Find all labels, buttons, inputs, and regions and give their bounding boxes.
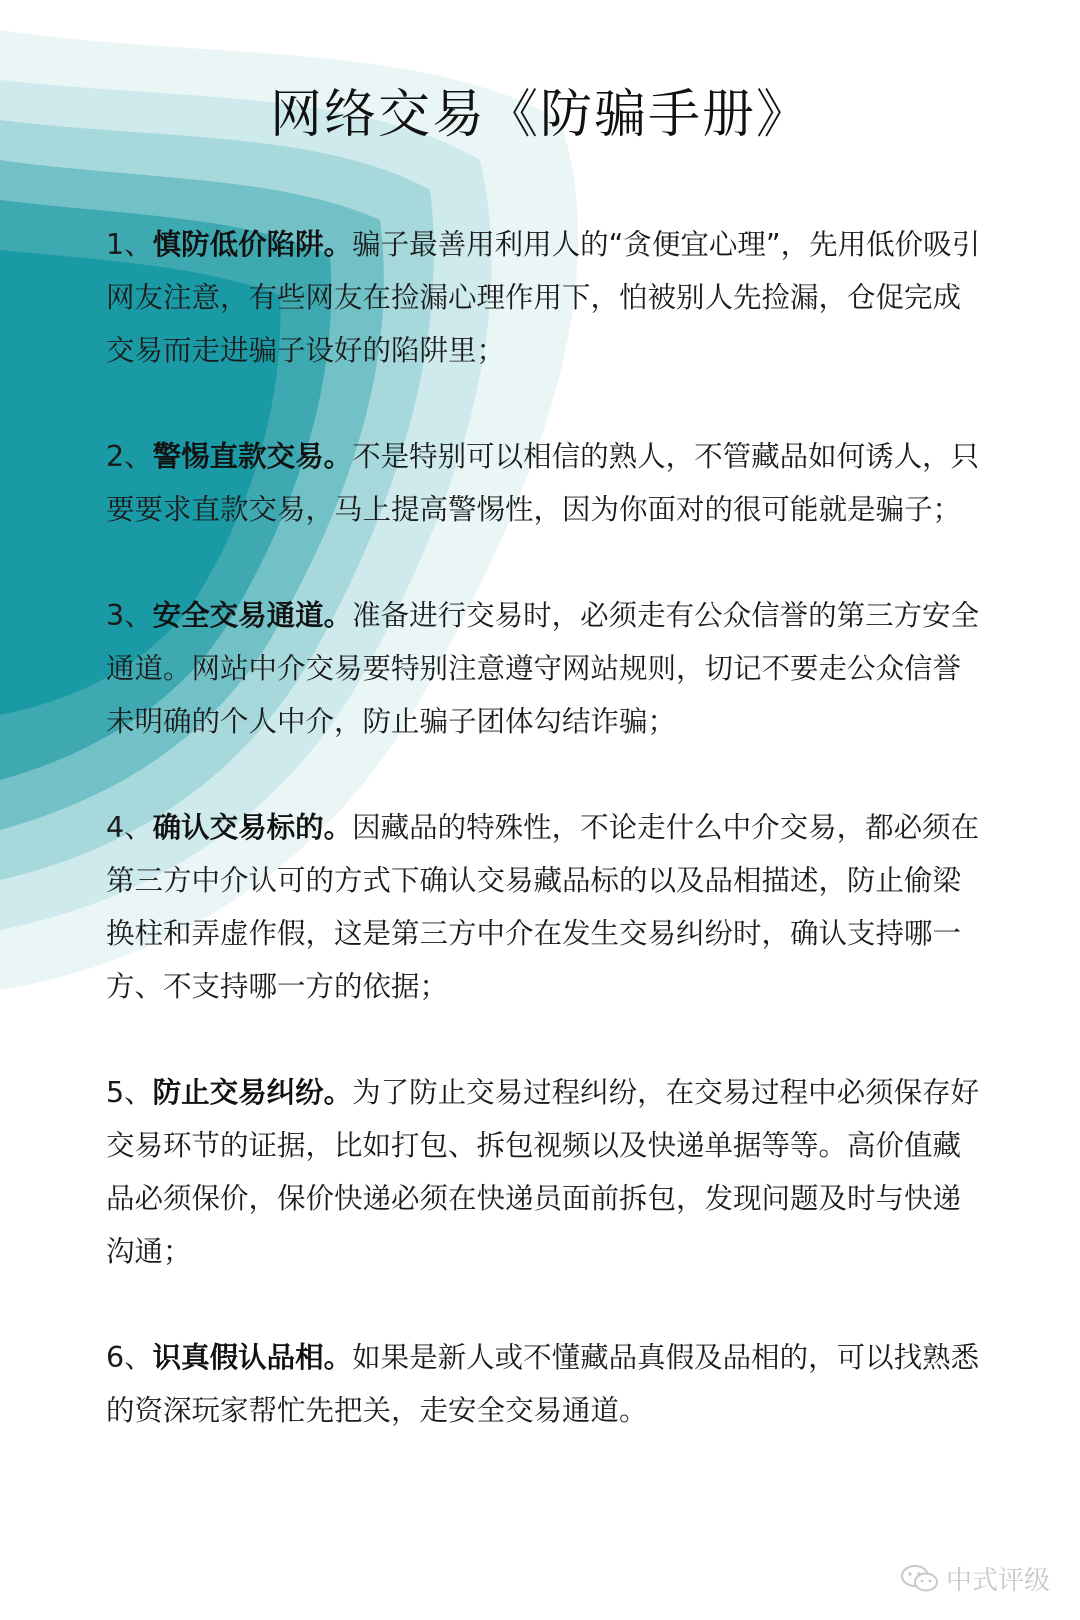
tip-heading: 慎防低价陷阱。	[152, 228, 353, 261]
tip-item	[106, 589, 986, 748]
tip-item	[106, 1331, 986, 1437]
tip-item	[106, 801, 986, 1013]
tip-item	[106, 1066, 986, 1278]
tip-number: 2、	[106, 440, 153, 473]
tip-body: 因藏品的特殊性，不论走什么中介交易，都必须在第三方中介认可的方式下确认交易藏品标的以及品相描述，防止偷梁换柱和弄虚作假，这是第三方中介在发生交易纠纷时，确认支持哪一方、不支持哪一方的依据；	[106, 811, 980, 1003]
tips-list	[106, 218, 986, 1437]
tip-body: 骗子最善用利用人的“贪便宜心理”，先用低价吸引网友注意，有些网友在捡漏心理作用下，怕被别人先捡漏，仓促完成交易而走进骗子设好的陷阱里；	[106, 228, 981, 367]
tip-heading: 安全交易通道。	[152, 599, 353, 632]
tip-number: 6、	[106, 1341, 153, 1374]
tip-number: 1、	[106, 228, 153, 261]
tip-item	[106, 430, 986, 536]
tip-item	[106, 218, 986, 377]
tip-heading: 警惕直款交易。	[152, 440, 353, 473]
tip-body: 准备进行交易时，必须走有公众信誉的第三方安全通道。网站中介交易要特别注意遵守网站规则，切记不要走公众信誉未明确的个人中介，防止骗子团体勾结诈骗；	[106, 599, 980, 738]
watermark-text: 中式评级	[946, 1566, 1051, 1596]
page-title: 网络交易《防骗手册》	[269, 85, 810, 145]
tip-body: 不是特别可以相信的熟人，不管藏品如何诱人，只要要求直款交易，马上提高警惕性，因为你面对的很可能就是骗子；	[106, 440, 980, 526]
tip-body: 如果是新人或不懂藏品真假及品相的，可以找熟悉的资深玩家帮忙先把关，走安全交易通道。	[106, 1341, 980, 1427]
tip-number: 5、	[106, 1076, 153, 1109]
watermark	[900, 1560, 1050, 1597]
tip-number: 3、	[106, 599, 153, 632]
tip-heading: 识真假认品相。	[152, 1341, 353, 1374]
tip-heading: 防止交易纠纷。	[152, 1076, 353, 1109]
tip-body: 为了防止交易过程纠纷，在交易过程中必须保存好交易环节的证据，比如打包、拆包视频以及快递单据等等。高价值藏品必须保价，保价快递必须在快递员面前拆包，发现问题及时与快递沟通；	[106, 1076, 980, 1268]
tip-heading: 确认交易标的。	[152, 811, 353, 844]
wechat-icon	[900, 1563, 940, 1595]
tip-number: 4、	[106, 811, 153, 844]
